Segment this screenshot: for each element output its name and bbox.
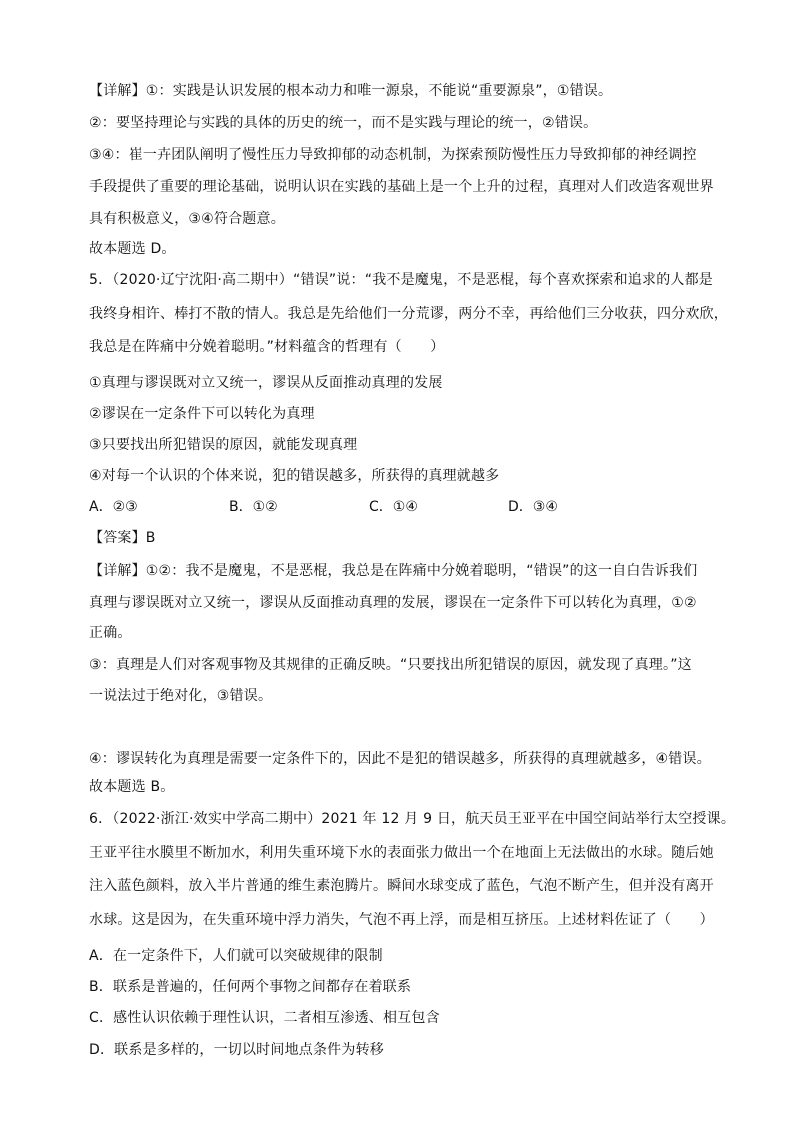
option-d: D．联系是多样的，一切以时间地点条件为转移 — [89, 1042, 384, 1058]
question-6-stem-line: 王亚平往水膜里不断加水，利用失重环境下水的表面张力做出一个在地面上无法做出的水球。随后她 — [89, 845, 714, 861]
question-5-stem-line: 我终身相许、棒打不散的情人。我总是先给他们一分荒谬，两分不幸，再给他们三分收获，四分欢欣， — [89, 306, 728, 322]
detail-text-line: ③：真理是人们对客观事物及其规律的正确反映。“只要找出所犯错误的原因，就发现了真理。”这 — [89, 657, 692, 673]
detail-text-line: 【详解】①②：我不是魔鬼，不是恶棍，我总是在阵痛中分娩着聪明，“错误”的这一自白告诉我们 — [89, 563, 698, 579]
question-5-stem-line: 我总是在阵痛中分娩着聪明。”材料蕴含的哲理有（ ） — [89, 339, 445, 355]
question-6-stem-line: 6．（2022·浙江·效实中学高二期中）2021 年 12 月 9 日，航天员王亚平在中国空间站举行太空授课。 — [89, 811, 736, 827]
detail-text-line: 真理与谬误既对立又统一，谬误从反面推动真理的发展，谬误在一定条件下可以转化为真理，①② — [89, 595, 697, 611]
option-a: A．在一定条件下，人们就可以突破规律的限制 — [89, 948, 383, 964]
option-d: D．③④ — [508, 499, 558, 515]
question-5-statement-4: ④对每一个认识的个体来说，犯的错误越多，所获得的真理就越多 — [89, 468, 500, 484]
option-b: B．联系是普遍的，任何两个事物之间都存在着联系 — [89, 979, 412, 995]
option-c: C．①④ — [369, 499, 418, 515]
question-5-statement-1: ①真理与谬误既对立又统一，谬误从反面推动真理的发展 — [89, 375, 443, 391]
detail-text-line: ②：要坚持理论与实践的具体的历史的统一，而不是实践与理论的统一，②错误。 — [89, 115, 598, 131]
detail-text-line: 手段提供了重要的理论基础，说明认识在实践的基础上是一个上升的过程，真理对人们改造客观世界 — [89, 179, 714, 195]
question-6-stem-line: 水球。这是因为，在失重环境中浮力消失，气泡不再上浮，而是相互挤压。上述材料佐证了（ ） — [89, 912, 714, 928]
option-b: B．①② — [229, 499, 278, 515]
answer-label: 【答案】B — [89, 530, 156, 546]
question-5-statement-3: ③只要找出所犯错误的原因，就能发现真理 — [89, 437, 358, 453]
question-5-statement-2: ②谬误在一定条件下可以转化为真理 — [89, 406, 315, 422]
option-a: A．②③ — [89, 499, 138, 515]
conclusion-text: 故本题选 B。 — [89, 779, 175, 795]
conclusion-text: 故本题选 D。 — [89, 241, 176, 257]
option-c: C．感性认识依赖于理性认识，二者相互渗透、相互包含 — [89, 1010, 440, 1026]
detail-text-line: 【详解】①：实践是认识发展的根本动力和唯一源泉，不能说“重要源泉”，①错误。 — [89, 83, 613, 99]
question-5-stem-line: 5．（2020·辽宁沈阳·高二期中）“错误”说：“我不是魔鬼，不是恶棍，每个喜欢探索和追求的人都是 — [89, 272, 713, 288]
question-6-stem-line: 注入蓝色颜料，放入半片普通的维生素泡腾片。瞬间水球变成了蓝色，气泡不断产生，但并没有离开 — [89, 878, 714, 894]
detail-text-line: ③④：崔一卉团队阐明了慢性压力导致抑郁的动态机制，为探索预防慢性压力导致抑郁的神经调控 — [89, 147, 697, 163]
detail-text-line: 具有积极意义，③④符合题意。 — [89, 211, 285, 227]
detail-text-line: ④：谬误转化为真理是需要一定条件下的，因此不是犯的错误越多，所获得的真理就越多，④错误。 — [89, 751, 711, 767]
detail-text-line: 正确。 — [89, 625, 132, 641]
detail-text-line: 一说法过于绝对化，③错误。 — [89, 688, 273, 704]
